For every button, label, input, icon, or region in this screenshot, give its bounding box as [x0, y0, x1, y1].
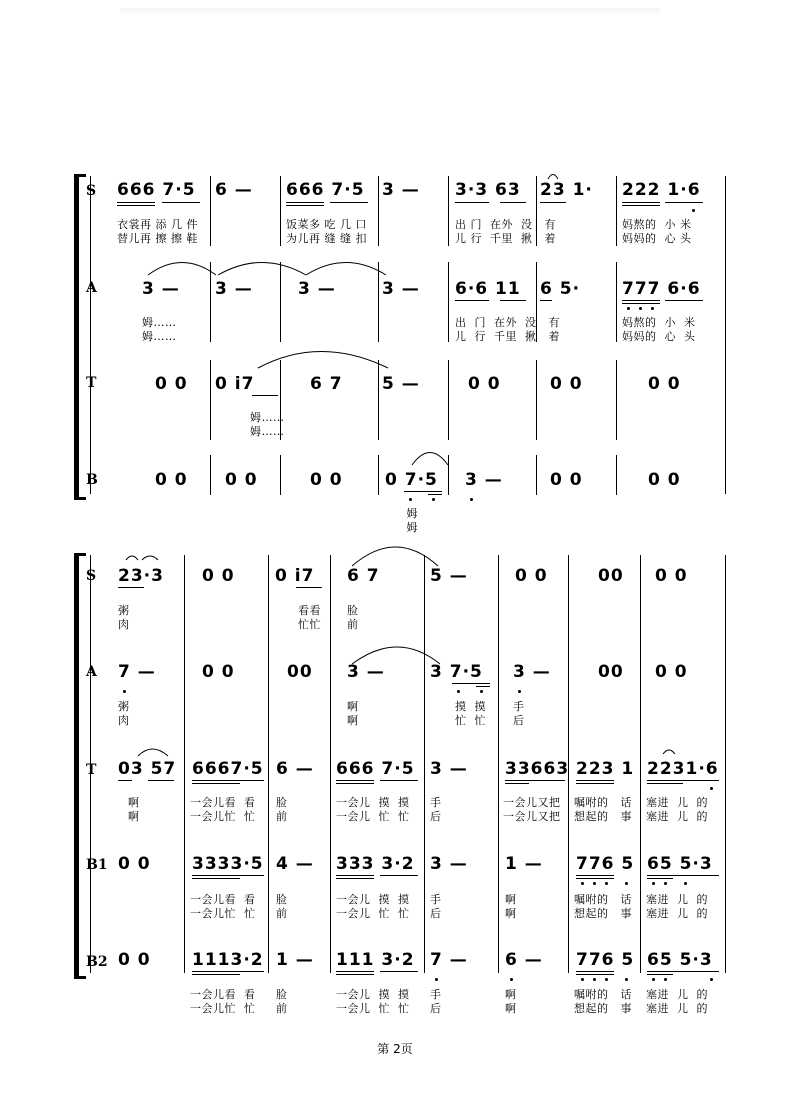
- note-group: 0 0: [118, 950, 151, 970]
- note-group: 333 3·2: [336, 854, 415, 874]
- note-group: 0 0: [155, 470, 188, 490]
- part-label-tenor: T: [86, 375, 97, 391]
- lyric-line: 一会儿 忙 忙: [336, 907, 410, 920]
- note-group: 00: [598, 566, 624, 586]
- lyric-line: 衣裳再 添 几 件: [117, 218, 198, 231]
- lyric-line: 塞进 儿 的: [646, 796, 708, 809]
- lyric-line: 为儿再 缝 缝 扣: [286, 232, 367, 245]
- note-group: 0 0: [655, 566, 688, 586]
- note-group: 6 —: [505, 950, 543, 970]
- note-group: 6667·5: [192, 759, 264, 779]
- lyric-line: 啊: [505, 988, 517, 1001]
- lyric-line: 粥: [118, 700, 130, 713]
- note-group: 23·3: [118, 566, 164, 586]
- part-label-alto: A: [86, 280, 97, 296]
- tie-slur: [258, 352, 388, 369]
- note-group: 3 —: [382, 279, 420, 299]
- note-group: 65 5·3: [647, 854, 713, 874]
- note-group: 3 —: [382, 180, 420, 200]
- lyric-line: 妈熬的 小 米: [622, 316, 696, 329]
- lyric-line: 塞进 儿 的: [646, 893, 708, 906]
- tie-slur: [548, 175, 558, 180]
- lyric-line: 一会儿 摸 摸: [336, 893, 410, 906]
- note-group: 00: [598, 662, 624, 682]
- lyric-line: 嘱咐的 话: [574, 893, 632, 906]
- lyric-line: 手: [430, 796, 442, 809]
- note-group: 6 5·: [540, 279, 581, 299]
- vertical-lyric: 姆: [406, 521, 418, 534]
- note-group: 5 —: [430, 566, 468, 586]
- lyric-line: 啊: [347, 714, 359, 727]
- lyric-line: 后: [430, 1002, 442, 1015]
- note-group: 0 0: [515, 566, 548, 586]
- tie-slur: [306, 263, 386, 276]
- lyric-line: 前: [276, 810, 288, 823]
- note-group: 2231·6: [647, 759, 719, 779]
- lyric-line: 儿 行 千里 揪 着: [455, 232, 556, 245]
- note-group: 0 i7: [215, 374, 255, 394]
- note-group: 6·6 11: [455, 279, 521, 299]
- note-group: 6 7: [310, 374, 343, 394]
- note-group: 0 0: [550, 470, 583, 490]
- note-group: 4 —: [276, 854, 314, 874]
- lyric-line: 看看: [298, 604, 321, 617]
- lyric-line: 一会儿忙 忙: [190, 810, 256, 823]
- lyric-line: 手: [430, 988, 442, 1001]
- note-group: 1113·2: [192, 950, 264, 970]
- note-group: 666 7·5: [117, 180, 196, 200]
- tie-slur: [218, 263, 306, 276]
- note-group: 1 —: [505, 854, 543, 874]
- note-group: 666 7·5: [336, 759, 415, 779]
- lyric-line: 一会儿 摸 摸: [336, 796, 410, 809]
- note-group: 0 0: [655, 662, 688, 682]
- lyric-line: 肉: [118, 618, 130, 631]
- note-group: 0 0: [202, 662, 235, 682]
- lyric-line: 一会儿又把: [503, 796, 561, 809]
- lyric-line: 后: [513, 714, 525, 727]
- note-group: 6 —: [276, 759, 314, 779]
- note-group: 3 —: [298, 279, 336, 299]
- lyric-line: 替儿再 擦 擦 鞋: [117, 232, 198, 245]
- lyric-line: 脸: [347, 604, 359, 617]
- lyric-line: 塞进 儿 的: [646, 907, 708, 920]
- lyric-line: 一会儿 忙 忙: [336, 1002, 410, 1015]
- lyric-line: 前: [276, 1002, 288, 1015]
- lyric-line: 姆……: [250, 411, 285, 424]
- part-label-bass2: B2: [86, 954, 108, 970]
- lyric-line: 嘱咐的 话: [574, 796, 632, 809]
- lyric-line: 出 门 在外 没 有: [455, 218, 556, 231]
- note-group: 33663: [505, 759, 570, 779]
- part-label-soprano: S: [86, 568, 97, 584]
- lyric-line: 忙 忙: [455, 714, 486, 727]
- note-group: 3 7·5: [430, 662, 483, 682]
- note-group: 0 i7: [275, 566, 315, 586]
- lyric-line: 前: [276, 907, 288, 920]
- lyric-line: 饭菜多 吃 几 口: [286, 218, 367, 231]
- lyric-line: 一会儿看 看: [190, 988, 256, 1001]
- note-group: 0 0: [118, 854, 151, 874]
- lyric-line: 一会儿又把: [503, 810, 561, 823]
- part-label-soprano: S: [86, 183, 97, 199]
- note-group: 0 0: [648, 470, 681, 490]
- lyric-line: 想起的 事: [574, 907, 632, 920]
- lyric-line: 啊: [505, 907, 517, 920]
- tie-slur: [148, 263, 216, 276]
- note-group: 6 7: [347, 566, 380, 586]
- lyric-line: 塞进 儿 的: [646, 810, 708, 823]
- note-group: 3 —: [347, 662, 385, 682]
- tie-slur: [138, 749, 168, 756]
- lyric-line: 后: [430, 810, 442, 823]
- note-group: 7 —: [118, 662, 156, 682]
- note-group: 3 —: [142, 279, 180, 299]
- lyric-line: 妈熬的 小 米: [622, 218, 692, 231]
- note-group: 65 5·3: [647, 950, 713, 970]
- page-number: 第 2页: [377, 1042, 413, 1056]
- note-group: 0 0: [550, 374, 583, 394]
- note-group: 111 3·2: [336, 950, 415, 970]
- tie-slur: [126, 556, 138, 560]
- lyric-line: 想起的 事: [574, 810, 632, 823]
- lyric-line: 粥: [118, 604, 130, 617]
- lyric-line: 一会儿 摸 摸: [336, 988, 410, 1001]
- lyric-line: 啊: [505, 893, 517, 906]
- note-group: 0 0: [202, 566, 235, 586]
- part-label-bass: B: [86, 472, 98, 488]
- lyric-line: 啊: [128, 810, 140, 823]
- note-group: 1 —: [276, 950, 314, 970]
- part-label-alto: A: [86, 664, 97, 680]
- note-group: 776 5: [576, 950, 635, 970]
- lyric-line: 忙忙: [298, 618, 321, 631]
- note-group: 3 —: [465, 470, 503, 490]
- note-group: 777 6·6: [622, 279, 701, 299]
- lyric-line: 一会儿忙 忙: [190, 1002, 256, 1015]
- lyric-line: 一会儿看 看: [190, 796, 256, 809]
- lyric-line: 一会儿 忙 忙: [336, 810, 410, 823]
- note-group: 0 7·5: [385, 470, 438, 490]
- note-group: 3 —: [430, 759, 468, 779]
- note-group: 0 0: [310, 470, 343, 490]
- note-group: 6 —: [215, 180, 253, 200]
- note-group: 3333·5: [192, 854, 264, 874]
- note-group: 222 1·6: [622, 180, 701, 200]
- lyric-line: 塞进 儿 的: [646, 988, 708, 1001]
- lyric-line: 脸: [276, 893, 288, 906]
- lyric-line: 脸: [276, 988, 288, 1001]
- note-group: 3 —: [430, 854, 468, 874]
- note-group: 3 —: [215, 279, 253, 299]
- vertical-lyric: 姆: [406, 507, 418, 520]
- note-group: 666 7·5: [286, 180, 365, 200]
- note-group: 3 —: [513, 662, 551, 682]
- tie-slur: [142, 556, 158, 560]
- lyric-line: 一会儿忙 忙: [190, 907, 256, 920]
- lyric-line: 儿 行 千里 揪 着: [455, 330, 560, 343]
- lyric-line: 前: [347, 618, 359, 631]
- lyric-line: 姆……: [250, 425, 285, 438]
- lyric-line: 妈妈的 心 头: [622, 232, 692, 245]
- lyric-line: 啊: [505, 1002, 517, 1015]
- lyric-line: 手: [513, 700, 525, 713]
- lyric-line: 出 门 在外 没 有: [455, 316, 560, 329]
- lyric-line: 肉: [118, 714, 130, 727]
- note-group: 5 —: [382, 374, 420, 394]
- lyric-line: 姆……: [142, 316, 177, 329]
- lyric-line: 啊: [128, 796, 140, 809]
- note-group: 0 0: [648, 374, 681, 394]
- note-group: 223 1: [576, 759, 635, 779]
- lyric-line: 后: [430, 907, 442, 920]
- lyric-line: 脸: [276, 796, 288, 809]
- note-group: 7 —: [430, 950, 468, 970]
- lyric-line: 姆……: [142, 330, 177, 343]
- lyric-line: 摸 摸: [455, 700, 486, 713]
- lyric-line: 塞进 儿 的: [646, 1002, 708, 1015]
- lyric-line: 想起的 事: [574, 1002, 632, 1015]
- note-group: 0 0: [155, 374, 188, 394]
- tie-slur: [412, 453, 448, 466]
- part-label-tenor: T: [86, 762, 97, 778]
- note-group: 0 0: [225, 470, 258, 490]
- lyric-line: 嘱咐的 话: [574, 988, 632, 1001]
- note-group: 03 57: [118, 759, 177, 779]
- lyric-line: 妈妈的 心 头: [622, 330, 696, 343]
- part-label-bass1: B1: [86, 857, 108, 873]
- lyric-line: 手: [430, 893, 442, 906]
- tie-slur: [352, 547, 438, 566]
- note-group: 00: [287, 662, 313, 682]
- note-group: 23 1·: [540, 180, 593, 200]
- tie-slur: [352, 647, 440, 664]
- note-group: 0 0: [468, 374, 501, 394]
- lyric-line: 一会儿看 看: [190, 893, 256, 906]
- tie-slur: [663, 750, 675, 754]
- lyric-line: 啊: [347, 700, 359, 713]
- note-group: 776 5: [576, 854, 635, 874]
- note-group: 3·3 63: [455, 180, 521, 200]
